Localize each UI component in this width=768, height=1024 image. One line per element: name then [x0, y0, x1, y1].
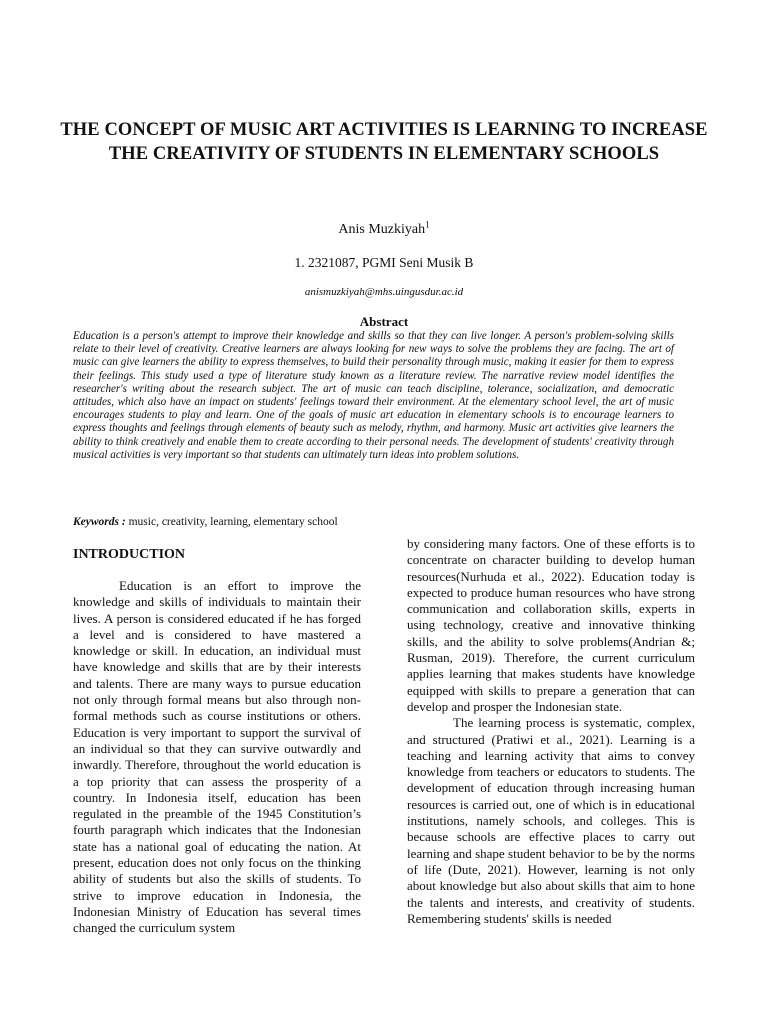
keywords-text: music, creativity, learning, elementary school [128, 516, 338, 528]
intro-paragraph-left: Education is an effort to improve the knowledge and skills of individuals to maintain their lives. A person is considered educated if he has forged a level and is considered to have mastered a knowledge or skill. In education, an individual must have knowledge and skills that are by their interests and talents. There are many ways to pursue education not only through formal means but also through non-formal methods such as course institutions or others. Education is very important to support the survival of an individual so that they can survive outwardly and inwardly. Therefore, throughout the world education is a top priority that can assess the prosperity of a country. In Indonesia itself, education has been regulated in the preamble of the 1945 Constitution’s fourth paragraph which indicates that the Indonesian state has a national goal of educating the nation. At present, education does not only focus on the thinking ability of students but also the skills of students. To strive to improve education in Indonesia, the Indonesian Ministry of Education has several times changed the curriculum system [73, 578, 361, 936]
left-column [73, 546, 361, 937]
author-name: Anis Muzkiyah [338, 222, 426, 237]
abstract-text: Education is a person's attempt to improve their knowledge and skills so that they can live longer. A person's problem-solving skills relate to their level of creativity. Creative learners are always looking for new ways to solve the problems they are facing. The art of music can give learners the ability to express themselves, to build their personality through music, making it easier for them to express their feelings. This study used a type of literature study known as a literature review. The narrative review model identifies the researcher's writing about the research subject. The art of music can teach discipline, tolerance, socialization, and democratic attitudes, which also have an impact on students' feelings toward their environment. At the elementary school level, the art of music encourages students to play and learn. One of the goals of music art education in elementary schools is to encourage learners to express thoughts and feelings through elements of beauty such as melody, rhythm, and harmony. Music art activities give learners the ability to think creatively and enable them to create according to their personal needs. The development of students' creativity through musical activities is very important so that students can ultimately turn ideas into problem solutions. [73, 330, 674, 461]
keywords-label: Keywords : [73, 516, 126, 528]
introduction-heading: INTRODUCTION [73, 547, 186, 562]
paper-title: THE CONCEPT OF MUSIC ART ACTIVITIES IS LEARNING TO INCREASE THE CREATIVITY OF STUDENTS IN ELEMENTARY SCHOOLS [60, 120, 708, 164]
right-column [407, 536, 695, 927]
author-superscript: 1 [425, 219, 430, 230]
author-email[interactable]: anismuzkiyah@mhs.uingusdur.ac.id [304, 286, 464, 298]
affiliation: 1. 2321087, PGMI Seni Musik B [294, 255, 474, 270]
abstract-heading: Abstract [359, 314, 409, 329]
intro-paragraph-right-2: The learning process is systematic, complex, and structured (Pratiwi et al., 2021). Learning is a teaching and learning activity that aims to convey knowledge from teachers or educators to students. The development of education through increasing human resources is carried out, one of which is in educational institutions, namely schools, and colleges. This is because schools are effective places to carry out learning and shape student behavior to be by the norms of life (Dute, 2021). However, learning is not only about knowledge but also about skills that aim to hone the talents and interests, and creativity of students. Remembering students' skills is needed [407, 715, 695, 926]
intro-paragraph-right-1: by considering many factors. One of these efforts is to concentrate on character building to develop human resources(Nurhuda et al., 2022). Education today is expected to produce human resources who have strong communication and collaboration skills, experts in using technology, creative and innovative thinking skills, and the ability to solve problems(Andrian &; Rusman, 2019). Therefore, the current curriculum applies learning that makes students have knowledge equipped with skills to prepare a generation that can develop and prosper the Indonesian state. [407, 536, 695, 714]
keywords-line [73, 516, 338, 528]
author-line [0, 219, 768, 238]
